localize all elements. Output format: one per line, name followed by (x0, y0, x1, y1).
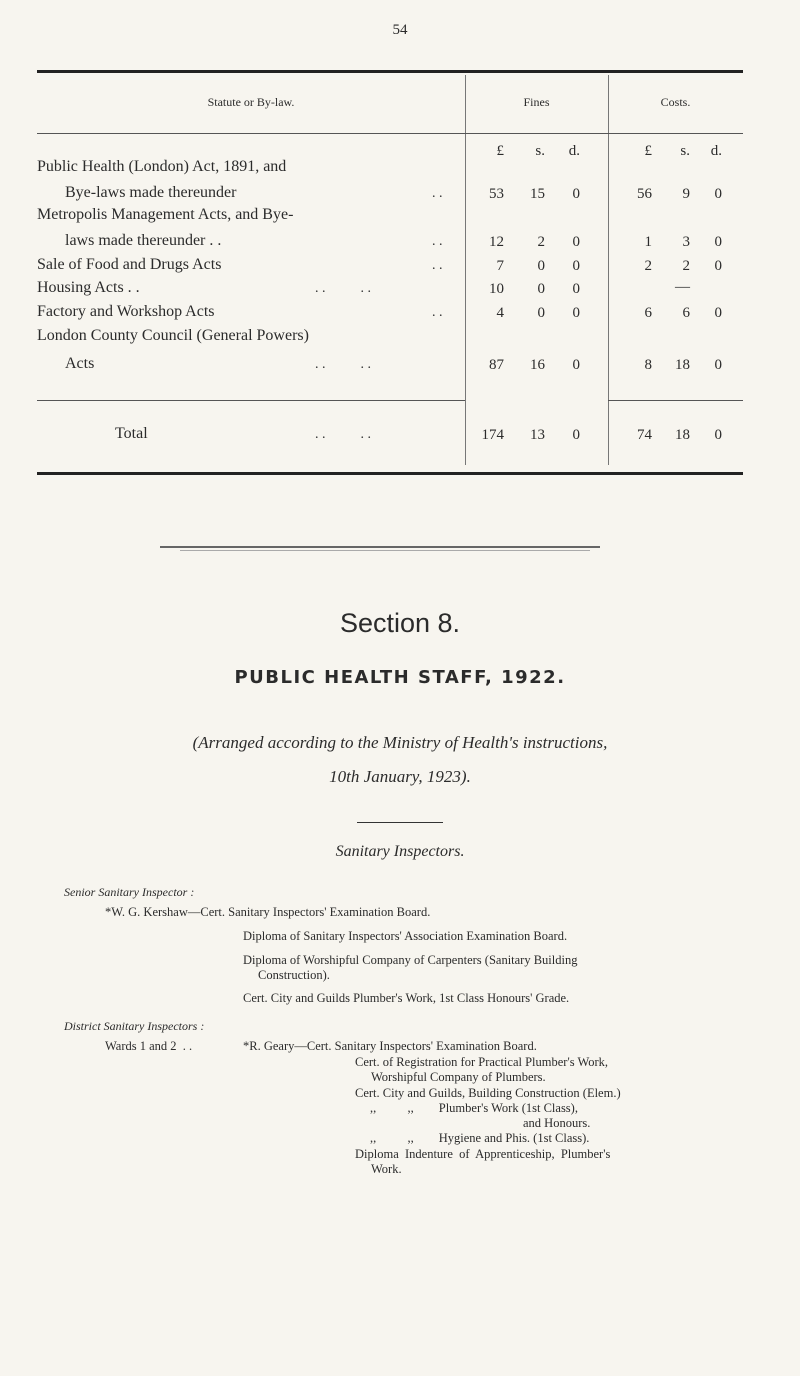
fine-shillings: 16 (530, 357, 545, 373)
district-qual: Cert. City and Guilds, Building Construction (Elem.) (355, 1086, 621, 1100)
district-wards: Wards 1 and 2 . . (105, 1039, 193, 1053)
fine-pence: 0 (572, 186, 580, 202)
total-fine-pence: 0 (572, 427, 580, 443)
total-cost-pounds: 74 (637, 427, 652, 443)
costs-pounds-heading: £ (644, 143, 652, 159)
row-label: Housing Acts . . (37, 279, 140, 296)
fines-shillings-heading: s. (535, 143, 545, 159)
row-label: Sale of Food and Drugs Acts (37, 256, 222, 273)
fine-pounds: 53 (489, 186, 504, 202)
costs-shillings-heading: s. (680, 143, 690, 159)
cost-shillings: 2 (682, 258, 690, 274)
row-label: Acts (65, 355, 95, 372)
header-costs: Costs. (660, 95, 691, 109)
row-label: laws made thereunder . . (65, 232, 222, 249)
total-rule-left (37, 400, 465, 401)
senior-qual: Diploma of Worshipful Company of Carpenters (Sanitary Building (243, 953, 578, 967)
sanitary-heading: Sanitary Inspectors. (335, 843, 465, 860)
district-label: District Sanitary Inspectors : (64, 1019, 205, 1033)
total-cost-pence: 0 (714, 427, 722, 443)
staff-title: PUBLIC HEALTH STAFF, 1922. (234, 667, 566, 688)
total-rule-right (608, 400, 743, 401)
cost-pounds: 6 (644, 305, 652, 321)
section-title: Section 8. (339, 608, 461, 638)
cost-pounds: 56 (637, 186, 652, 202)
fine-pounds: 4 (496, 305, 504, 321)
district-qual: Diploma Indenture of Apprenticeship, Plumber's (355, 1147, 611, 1161)
cost-shillings: 3 (682, 234, 690, 250)
table-bottom-rule (37, 472, 743, 475)
senior-qual: Construction). (258, 968, 330, 982)
cost-pence: 0 (714, 258, 722, 274)
fine-shillings: 15 (530, 186, 545, 202)
total-fine-pounds: 174 (481, 427, 504, 443)
leader-dots: . . (432, 258, 443, 273)
district-qual: ,, ,, Plumber's Work (1st Class), (370, 1101, 578, 1115)
fines-pounds-heading: £ (496, 143, 504, 159)
senior-label: Senior Sanitary Inspector : (64, 885, 195, 899)
district-qual: Cert. of Registration for Practical Plumber's Work, (355, 1055, 609, 1069)
section-divider-under (180, 550, 590, 551)
cost-pence: 0 (714, 234, 722, 250)
fine-shillings: 0 (537, 258, 545, 274)
senior-name-line: *W. G. Kershaw—Cert. Sanitary Inspectors' Examination Board. (105, 905, 431, 919)
fine-pounds: 87 (489, 357, 504, 373)
cost-pence: 0 (714, 357, 722, 373)
leader-dots: . . (432, 186, 443, 201)
cost-pence: 0 (714, 305, 722, 321)
page-number: 54 (392, 22, 408, 38)
fines-pence-heading: d. (568, 143, 580, 159)
leader-dots: . . . . (315, 427, 371, 442)
cost-dash: — (675, 279, 690, 295)
total-label: Total (115, 425, 148, 442)
header-statute: Statute or By-law. (207, 95, 295, 109)
row-label: Factory and Workshop Acts (37, 303, 215, 320)
fine-pence: 0 (572, 234, 580, 250)
fine-pence: 0 (572, 305, 580, 321)
fine-pounds: 10 (489, 281, 504, 297)
header-fines: Fines (523, 95, 550, 109)
district-qual: Work. (371, 1162, 402, 1176)
leader-dots: . . (432, 234, 443, 249)
costs-pence-heading: d. (710, 143, 722, 159)
section-divider (160, 546, 600, 548)
row-label: Bye-laws made thereunder (65, 184, 237, 201)
fine-pence: 0 (572, 357, 580, 373)
fine-shillings: 0 (537, 281, 545, 297)
cost-shillings: 18 (675, 357, 690, 373)
fine-pounds: 7 (496, 258, 504, 274)
fine-pounds: 12 (489, 234, 504, 250)
senior-qual: Cert. City and Guilds Plumber's Work, 1st Class Honours' Grade. (243, 991, 570, 1005)
total-fine-shillings: 13 (530, 427, 545, 443)
cost-pence: 0 (714, 186, 722, 202)
row-label: Metropolis Management Acts, and Bye- (37, 206, 294, 223)
row-label: London County Council (General Powers) (37, 327, 309, 344)
senior-qual: Diploma of Sanitary Inspectors' Association Examination Board. (243, 929, 568, 943)
fine-pence: 0 (572, 258, 580, 274)
table-top-rule (37, 70, 743, 73)
cost-shillings: 6 (682, 305, 690, 321)
fine-shillings: 0 (537, 305, 545, 321)
total-cost-shillings: 18 (675, 427, 690, 443)
district-name-line: *R. Geary—Cert. Sanitary Inspectors' Examination Board. (243, 1039, 537, 1053)
district-qual: and Honours. (523, 1116, 591, 1130)
district-qual: Worshipful Company of Plumbers. (371, 1070, 546, 1084)
district-qual: ,, ,, Hygiene and Phis. (1st Class). (370, 1131, 590, 1145)
cost-pounds: 1 (644, 234, 652, 250)
cost-pounds: 2 (644, 258, 652, 274)
subtitle-line-2: 10th January, 1923). (329, 767, 471, 786)
fine-shillings: 2 (537, 234, 545, 250)
cost-pounds: 8 (644, 357, 652, 373)
cost-shillings: 9 (682, 186, 690, 202)
fine-pence: 0 (572, 281, 580, 297)
subtitle-line-1: (Arranged according to the Ministry of Health's instructions, (192, 733, 608, 752)
row-label: Public Health (London) Act, 1891, and (37, 158, 287, 175)
subtitle-divider (357, 822, 443, 823)
leader-dots: . . . . (315, 357, 371, 372)
leader-dots: . . . . (315, 281, 371, 296)
leader-dots: . . (432, 305, 443, 320)
header-rule (37, 133, 743, 134)
